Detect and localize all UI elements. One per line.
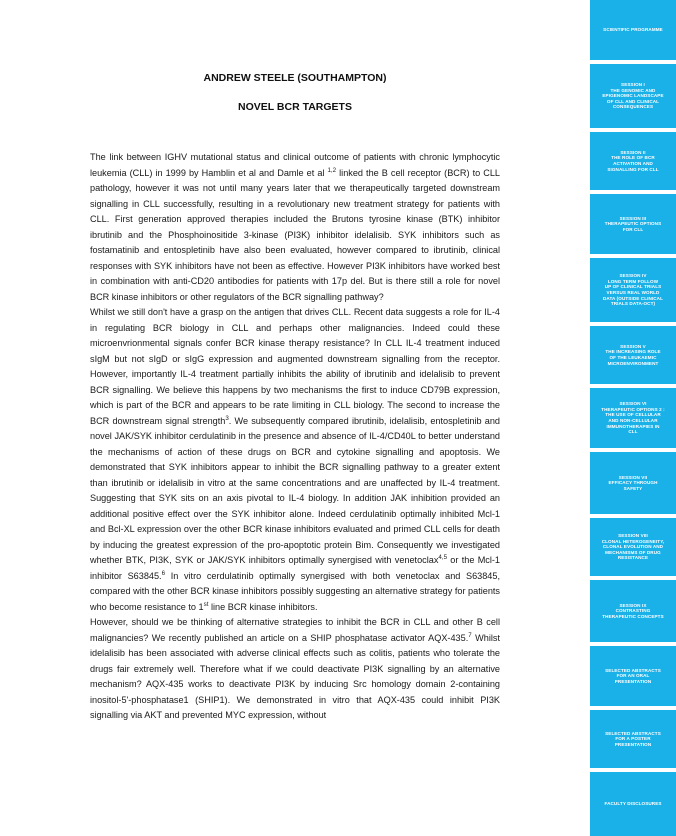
nav-session-3[interactable] (590, 194, 676, 254)
author-heading: ANDREW STEELE (SOUTHAMPTON) (203, 72, 387, 84)
paragraph-3-text-a: However, should we be thinking of alternative strategies to inhibit the BCR in CLL and other B cell malignancies? We recently published an article on a SHIP phosphatase activator AQX-435. (90, 617, 500, 643)
nav-session-7[interactable] (590, 452, 676, 514)
paragraph-2-text-c: or the Mcl-1 inhibitor S63845. (90, 555, 500, 581)
citation-7: 7 (468, 631, 472, 639)
nav-session-8[interactable] (590, 518, 676, 576)
nav-session-9[interactable] (590, 580, 676, 642)
nav-session-5[interactable] (590, 326, 676, 384)
nav-oral-abstracts[interactable] (590, 646, 676, 706)
nav-label: SELECTED ABSTRACTS FOR AN ORAL PRESENTATION (605, 667, 661, 684)
nav-faculty-disclosures[interactable] (590, 772, 676, 836)
nav-scientific-programme[interactable] (590, 0, 676, 60)
paragraph-1 (90, 150, 500, 305)
paragraph-1-text-b: linked the B cell receptor (BCR) to CLL pathology, however it was not until many years later that we therapeutically targeted downstream signalling in CLL successfully, resulting in a revolutionary new treatment strategy for patients with CLL. First generation approved therapies included the Brutons tyrosine kinase (BTK) inhibitor ibrutinib and the Phosphoinositide 3-kinase (PI3K) inhibitor idelalisib. SYK inhibitors such as fostamatinib and entospletinib have also been evaluated, however compared to ibrutinib, clinical responses with SYK inhibitors have not been as effective. However PI3K inhibitors have worked best in combination with anti-CD20 antibodies for patients with 17p del. But is there still a role for novel BCR kinase inhibitors or other regulators of the BCR signalling pathway? (90, 167, 500, 302)
paragraph-2-text-b: . We subsequently compared ibrutinib, idelalisib, entospletinib and novel JAK/SYK inhibitor cerdulatinib in the presence and absence of IL-4/CD40L to better understand the mechanisms of action of these drugs on BCR and cytokine signalling and apoptosis. We demonstrated that SYK inhibitors appear to inhibit the BCR signalling pathway to a greater extent than ibrutinib or idelalisib in vitro at the same concentrations and are unaffected by IL-4 treatment. Suggesting that SYK sits on an axis pivotal to IL-4 biology. In addition JAK inhibition provided an additional positive effect over the SYK inhibitor alone. Indeed cerdulatinib optimally inhibited Mcl-1 and Bcl-XL expression over the other BCR kinase inhibitors evaluated and primed CLL cells for death by inducing the greatest expression of the pro-apoptotic protein Bim. Consequently we investigated whether BTK, PI3K, SYK or JAK/SYK inhibitors optimally synergised with venetoclax (90, 415, 500, 565)
nav-session-6[interactable] (590, 388, 676, 448)
ordinal-suffix: st (203, 600, 209, 608)
paragraph-2-text-e: line BCR kinase inhibitors. (208, 601, 318, 612)
citation-4-5: 4,5 (438, 553, 448, 561)
nav-label: SELECTED ABSTRACTS FOR A POSTER PRESENTATION (605, 730, 661, 747)
nav-label: FACULTY DISCLOSURES (604, 801, 662, 807)
paragraph-3 (90, 615, 500, 724)
nav-label: SESSION III THERAPEUTIC OPTIONS FOR CLL (604, 215, 662, 232)
document-body (90, 150, 500, 724)
nav-label: SESSION VIII CLONAL HETEROGENEITY, CLONAL EVOLUTION AND MECHANISMS OF DRUG RESISTANCE (601, 533, 665, 561)
citation-1-2: 1,2 (327, 166, 337, 174)
sidebar-nav (590, 0, 676, 836)
nav-session-2[interactable] (590, 132, 676, 190)
paragraph-1-text-a: The link between IGHV mutational status and clinical outcome of patients with chronic lymphocytic leukemia (CLL) in 1999 by Hamblin et al and Damle et al (90, 152, 500, 178)
nav-label: SESSION IV LONG TERM FOLLOW UP OF CLINICAL TRIALS VERSUS REAL WORLD DATA (OUTSIDE CLINICAL TRIALS DATA-OCT) (602, 273, 664, 307)
nav-label: SESSION V THE INCREASING ROLE OF THE LEUKAEMIC MICROENVIRONMENT (605, 343, 661, 366)
nav-label: SESSION VI THERAPEUTIC OPTIONS 2 : THE USE OF CELLULAR AND NON-CELLULAR IMMUNOTHERAPIES IN CLL (601, 401, 665, 435)
document-title: NOVEL BCR TARGETS (238, 101, 352, 113)
paragraph-2-text-a: Whilst we still don't have a grasp on the antigen that drives CLL. Recent data suggests a role for IL-4 in regulating BCR biology in CLL and perhaps other malignancies. Indeed could these microenvrionmental signals confer BCR kinase therapy resistance? In CLL IL-4 treatment induced sIgM but not sIgD or sIgG expression and augmented downstream signalling from the receptor. However, importantly IL-4 treatment partially inhibits the ability of ibrutinib and idelalisib to prevent BCR signalling. We believe this happens by two mechanisms the first to induce CD79B expression, which is part of the BCR and appears to be rate limiting in CLL biology. The second to increase the BCR downstream signal strength (90, 307, 500, 426)
nav-session-4[interactable] (590, 258, 676, 322)
nav-label: SESSION II THE ROLE OF BCR ACTIVATION AND SIGNALLING FOR CLL (607, 149, 659, 172)
nav-poster-abstracts[interactable] (590, 710, 676, 768)
nav-label: SESSION VII EFFICACY THROUGH SAFETY (608, 474, 658, 491)
nav-label: SESSION I THE GENOMIC AND EPIGENOMIC LANDSCAPE OF CLL AND CLINICAL CONSEQUENCES (602, 82, 664, 110)
citation-6: 6 (161, 569, 166, 577)
nav-label: SESSION IX CONTRASTING THERAPEUTIC CONCEPTS (602, 602, 664, 619)
paragraph-2-text-d: In vitro cerdulatinib optimally synergised with both venetoclax and S63845, compared with the other BCR kinase inhibitors possibly suggesting an alternative strategy for patients who become resistance to 1 (90, 570, 500, 612)
paragraph-3-text-b: Whilst idelalisib has been associated with adverse clinical effects such as colitis, patients who tolerate the drugs fair extremely well. Therefore what if we could deactivate PI3K signalling by an alternative mechanism? AQX-435 works to deactivate PI3K by inducing Src homology domain 2-containing inositol-5'-phosphatase1 (SHIP1). We demonstrated in vitro that AQX-435 could inhibit PI3K signalling via AKT and prevented MYC expression, without (90, 632, 500, 720)
citation-3: 3 (225, 414, 229, 422)
nav-session-1[interactable] (590, 64, 676, 128)
nav-label: SCIENTIFIC PROGRAMME (603, 27, 663, 33)
paragraph-2 (90, 305, 500, 615)
